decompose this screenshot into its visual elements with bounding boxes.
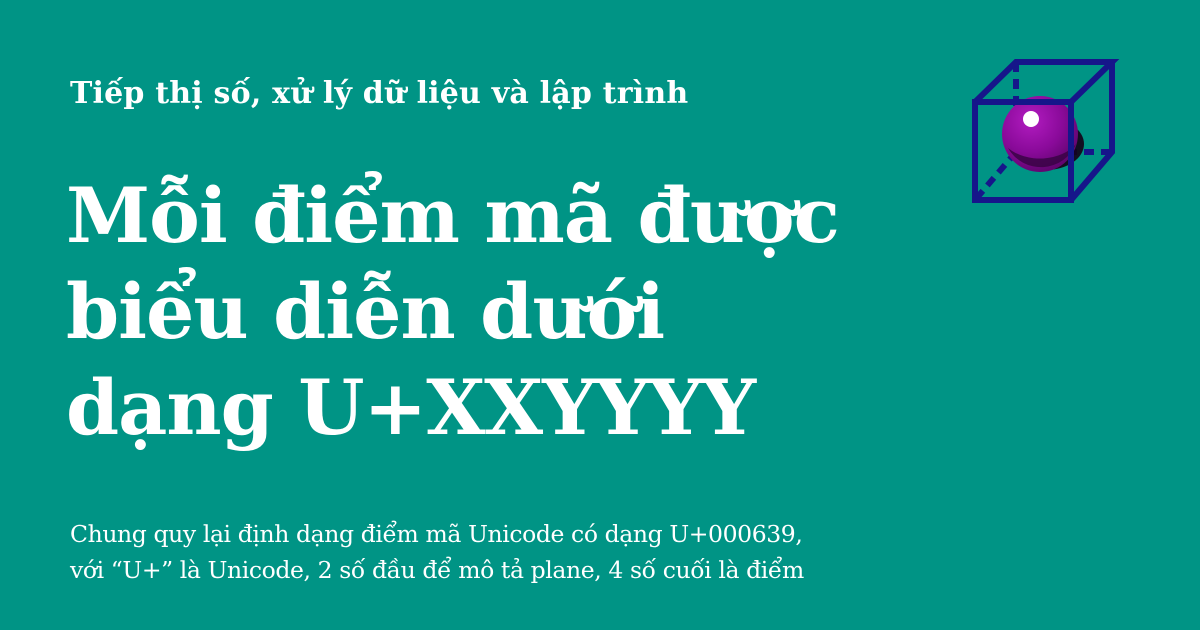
page-description-line-2: với “U+” là Unicode, 2 số đầu để mô tả plane, 4 số cuối là điểm bbox=[70, 556, 804, 584]
page-description bbox=[70, 516, 930, 588]
page-title-line-1: Mỗi điểm mã được bbox=[66, 171, 839, 260]
site-tagline: Tiếp thị số, xử lý dữ liệu và lập trình bbox=[70, 76, 689, 111]
page-title-line-3: dạng U+XXYYYY bbox=[66, 363, 756, 452]
page-description-line-1: Chung quy lại định dạng điểm mã Unicode có dạng U+000639, bbox=[70, 520, 803, 548]
page-title-line-2: biểu diễn dưới bbox=[66, 267, 665, 356]
page-title bbox=[66, 168, 946, 456]
cube-sphere-logo-icon bbox=[960, 52, 1130, 212]
